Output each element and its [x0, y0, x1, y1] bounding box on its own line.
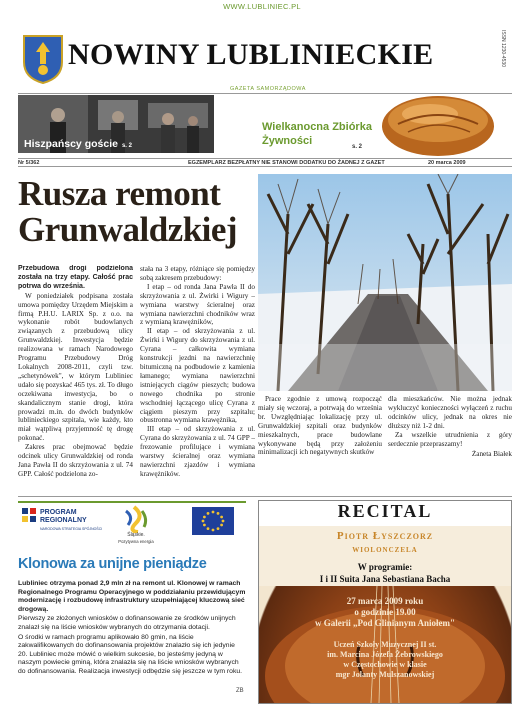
eu-article-headline[interactable]: Klonowa za unijne pieniądze [18, 556, 207, 572]
article-headline[interactable]: Rusza remont Grunwaldzkiej [18, 174, 238, 249]
issue-info-bar [18, 158, 512, 166]
article-paragraph: II etap – od skrzyżowania z ul. Żwirki i Wigury do skrzyżowania z ul. Cyrana – całkowita wymiana konstrukcji jezdni na nawierzchnię bitumiczną na podbudowie z kamienia łamanego; wymiana nawierzchni istniejących ciągów pieszych; budowa nowego chodnika po stronie wschodniej łączącego ulicę Cyrana z ciągiem pieszym przy szpitalu; obustronna wymiana krawężnika, [140, 327, 255, 425]
eu-article-paragraph: O środki w ramach programu aplikowało 80 gmin, na liście zakwalifikowanych do dofinansowania projektów znalazło się ich jedynie 20. Lubliniec może mówić o wielkim sukcesie, bo jesteśmy jedyną w naszym powiecie gminą, która znalazła się na liście wniosków wybranych do dofinansowania. Realizacja inwestycji odbędzie się jeszcze w tym roku. [18, 633, 243, 675]
free-copy-notice: EGZEMPLARZ BEZPŁATNY NIE STANOWI DODATKU DO ŻADNEJ Z GAZET [188, 160, 385, 166]
eu-article-initials: ZB [236, 688, 244, 694]
teaser-guests-page: s. 2 [121, 143, 132, 149]
teaser-easter-line2: Żywności [262, 135, 313, 147]
masthead-subtitle: GAZETA SAMORZĄDOWA [230, 86, 306, 92]
teaser-guests-caption[interactable] [24, 138, 132, 150]
coat-of-arms-icon [22, 34, 64, 84]
teaser-guests-title: Hiszpańscy goście [24, 138, 118, 150]
article-column-1 [18, 265, 133, 490]
slaskie-label: Śląskie. [127, 532, 145, 538]
recital-info-line: im. Marcina Józefa Żebrowskiego [327, 650, 443, 659]
article-paragraph: Zakres prac obejmować będzie odcinek ulicy Grunwaldzkiej od ronda Jana Pawła II do skrzyżowania z ul. 74 GPP. Całość podzielona zo- [18, 443, 133, 478]
article-column-3 [258, 395, 382, 495]
article-author: Żaneta Białek [471, 450, 512, 459]
website-url[interactable]: WWW.LUBLINIEC.PL [223, 2, 301, 11]
article-paragraph: W poniedziałek podpisana została umowa pomiędzy Urzędem Miejskim a firmą P.H.U. LARIX Sp. z o.o. na wykonanie robót budowlanych związanych z przebudową ulicy Grunwaldzkiej. Inwestycja będzie realizowana w ramach Narodowego Programu Przebudowy Dróg Lokalnych 2008-2011, czyli tzw. „schetynówek", w którym Lubliniec udało się pozyskać 465 tys. zł. To długo oczekiwana inwestycja, bo o skandalicznym stanie drogi, która prowadzi m.in. do dwóch budynków lublinieckiego szpitala, wie każdy, kto miał wątpliwą przyjemność tę drogę pokonać. [18, 291, 133, 443]
article-paragraph: III etap – od skrzyżowania z ul. Cyrana do skrzyżowania z ul. 74 GPP – frezowanie profilujące i wymiana warstwy ścieralnej oraz wymiana nawierzchni zjazdów i wymiana krawężników. [140, 425, 255, 478]
recital-info-line: w Częstochowie w klasie [343, 660, 427, 669]
program-regionalny-logo [40, 509, 87, 525]
bread-image [378, 86, 498, 160]
program-subtitle: NARODOWA STRATEGIA SPÓJNOŚCI [40, 527, 103, 531]
eu-article-lead: Lubliniec otrzyma ponad 2,9 mln zł na remont ul. Klonowej w ramach Regionalnego Programu Operacyjnego w poddziałaniu przewidującym modernizację i rozbudowę infrastruktury uzupełniającej kluczową sieć drogową. [18, 580, 246, 613]
teaser-easter-line1: Wielkanocna Zbiórka [262, 121, 372, 133]
article-paragraph: Prace zgodnie z umową rozpocząć miały się wczoraj, a potrwają do września br. Uwzględniając lokalizację przy ul. Grunwaldzkiej szpitali oraz budynków mieszkalnych, prace budowlane wykonywane będą przy założeniu minimalizacji ich negatywnych skutków [258, 395, 382, 457]
article-column-4 [388, 395, 512, 495]
eu-article-body [18, 580, 246, 698]
article-paragraph: Za wszelkie utrudnienia z góry serdecznie przepraszamy! [388, 430, 512, 448]
program-line1: PROGRAM [40, 509, 77, 516]
recital-date: 27 marca 2009 roku [346, 596, 424, 606]
eu-flag-icon [192, 507, 234, 535]
slaskie-tagline: Pozytywna energia [118, 539, 154, 544]
article-paragraph: I etap – od ronda Jana Pawła II do skrzyżowania z ul. Żwirki i Wigury – wymiana warstwy ścieralnej oraz wymiana nawierzchni chodników wraz z wymianą krawężników, [140, 282, 255, 327]
street-photo [258, 174, 512, 391]
article-column-2 [140, 265, 255, 490]
recital-program-label: W programie: [357, 562, 413, 572]
issue-date: 20 marca 2009 [428, 160, 466, 166]
masthead-title: NOWINY LUBLINIECKIE [68, 38, 434, 71]
issue-number: Nr 5/362 [18, 160, 40, 166]
recital-info-line: mgr Jolanty Mulszanowskiej [335, 670, 435, 679]
teaser-easter-page: s. 2 [352, 144, 363, 150]
article-paragraph: dla mieszkańców. Nie można jednak wykluczyć konieczności wyłączeń z ruchu odcinków ulicy, jednak na okres nie dłuższy niż 1-2 dni. [388, 395, 512, 430]
program-line2: REGIONALNY [40, 517, 87, 524]
info-divider [18, 166, 512, 167]
article-lead: Przebudowa drogi podzielona została na trzy etapy. Całość prac potrwa do września. [18, 265, 133, 290]
article-paragraph: stała na 3 etapy, różniące się pomiędzy sobą zakresem przebudowy: [140, 265, 255, 282]
recital-instrument: wiolonczela [352, 544, 418, 555]
recital-performer: Piotr Łyszczorz [336, 530, 434, 542]
eu-article-paragraph: Pierwszy ze złożonych wniosków o dofinansowanie ze środków unijnych znalazł się na liście wniosków wybranych do otrzymania dotacji. [18, 615, 236, 631]
slaskie-logo-icon [114, 505, 154, 533]
recital-program: I i II Suita Jana Sebastiana Bacha [319, 574, 451, 584]
recital-venue: w Galerii „Pod Glinianym Aniołem" [314, 618, 455, 628]
recital-title: RECITAL [337, 501, 433, 521]
recital-info-line: Uczeń Szkoły Muzycznej II st. [333, 640, 437, 649]
section-divider [18, 496, 512, 497]
issn-number: ISSN 1230-4530 [500, 30, 506, 67]
program-regionalny-icon [22, 508, 36, 522]
recital-time: o godzinie 19.00 [354, 607, 416, 617]
